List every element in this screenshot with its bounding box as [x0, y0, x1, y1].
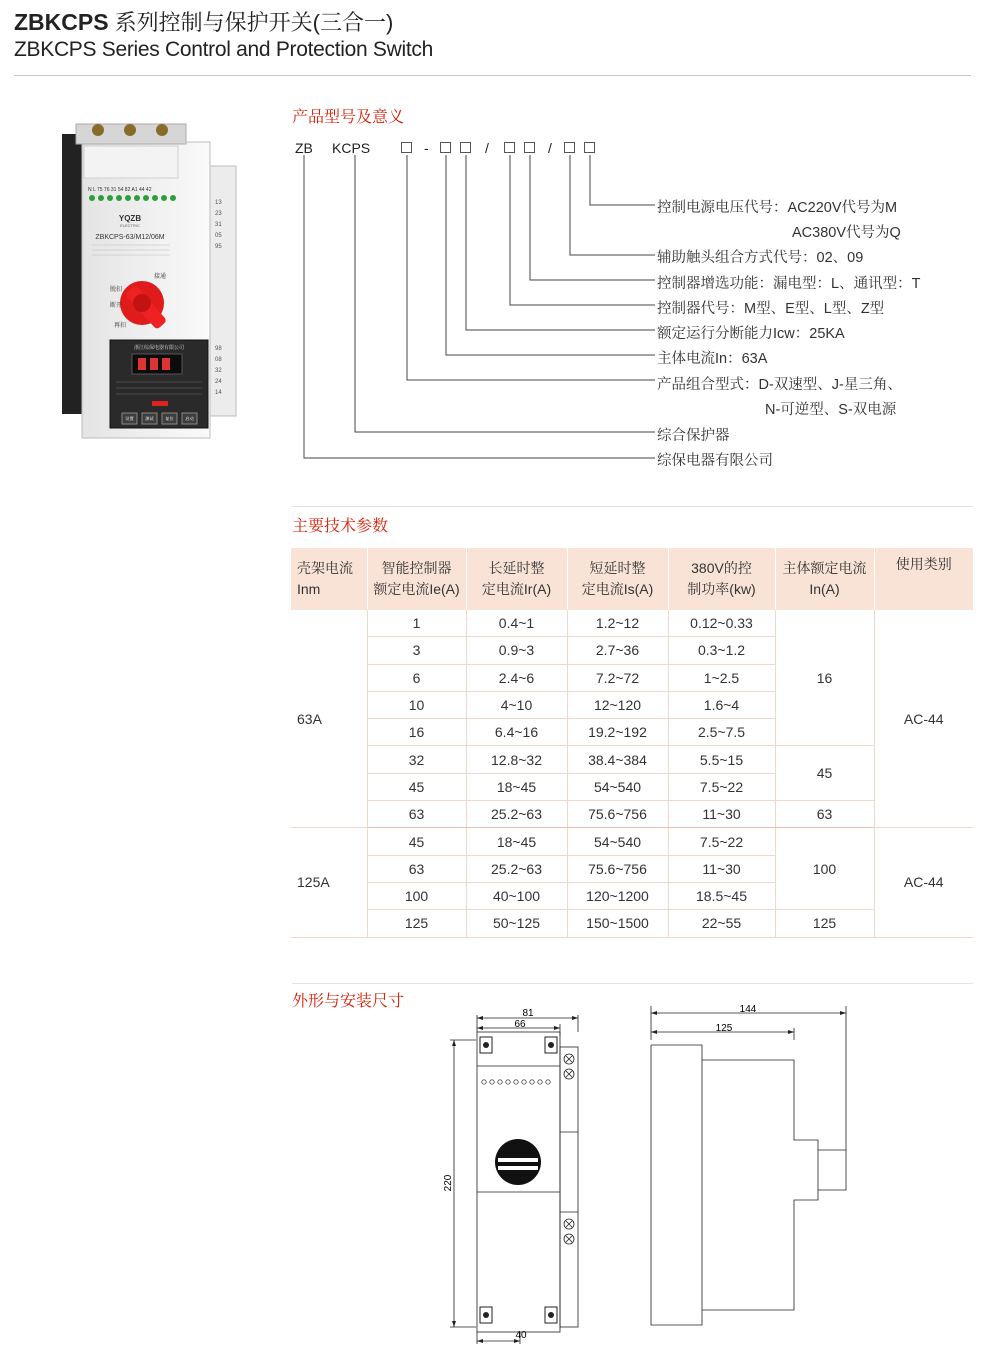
col-header-text: 壳架电流 [297, 560, 353, 576]
panel-button-label: 复位 [165, 416, 174, 421]
table-row [291, 610, 973, 637]
spec-table [291, 548, 973, 938]
terminal-dots [482, 1080, 550, 1084]
table-cell: 18~45 [466, 773, 567, 800]
leader-line [355, 155, 655, 432]
col-header-text: 主体额定电流 [782, 560, 867, 576]
table-cell: 11~30 [668, 801, 775, 828]
table-row [291, 746, 973, 773]
table-cell: 45 [367, 828, 466, 855]
dim-144: 144 [739, 1004, 757, 1015]
tech-title: 主要技术参数 [292, 518, 389, 535]
frame-cell: 125A [291, 828, 367, 937]
table-row [291, 910, 973, 937]
panel-title: 浙江综保电器有限公司 [133, 345, 185, 351]
table-row [291, 801, 973, 828]
table-cell: 125 [367, 910, 466, 937]
side-module [208, 166, 236, 416]
section-divider [292, 506, 973, 507]
in-cell: 125 [775, 910, 874, 937]
col-header-text: 定电流Is(A) [581, 581, 654, 597]
col-header [775, 548, 874, 610]
code-zb: ZB [295, 140, 313, 156]
side-label-bottom: 98 [215, 346, 222, 352]
terminal-screw [92, 124, 104, 136]
terminal-cover [84, 146, 178, 178]
table-cell: 7.2~72 [567, 664, 668, 691]
switch-label: 脱扣 [110, 287, 123, 293]
knob-icon [495, 1139, 541, 1185]
panel-button-label: 设置 [125, 416, 134, 421]
section-divider [292, 983, 973, 984]
table-cell: 7.5~22 [668, 828, 775, 855]
table-cell: 10 [367, 691, 466, 718]
page-title [14, 6, 393, 37]
table-cell: 6.4~16 [466, 719, 567, 746]
meaning-item: 辅助触头组合方式代号：02、09 [657, 250, 864, 266]
table-cell: 25.2~63 [466, 855, 567, 882]
in-cell: 63 [775, 801, 874, 828]
col-header-text: 380V的控 [691, 560, 752, 576]
table-cell: 100 [367, 882, 466, 909]
table-cell: 6 [367, 664, 466, 691]
panel-button-label: 启动 [185, 416, 194, 421]
header-divider [14, 75, 971, 76]
side-label-top: 95 [215, 244, 222, 250]
leader-line [466, 155, 655, 330]
table-cell: 1.6~4 [668, 691, 775, 718]
col-header [567, 548, 668, 610]
col-header [874, 548, 973, 610]
brand-sub: ELECTRIC [120, 223, 140, 228]
table-cell: 0.4~1 [466, 610, 567, 637]
meaning-item: 综保电器有限公司 [657, 453, 773, 469]
code-kcps: KCPS [332, 140, 371, 156]
table-cell: 40~100 [466, 882, 567, 909]
series-name: ZBKCPS [14, 9, 109, 35]
dim-125: 125 [715, 1023, 733, 1034]
terminal-screw [156, 124, 168, 136]
table-cell: 19.2~192 [567, 719, 668, 746]
switch-label: 再扣 [114, 323, 127, 329]
in-cell: 100 [775, 828, 874, 910]
table-cell: 12~120 [567, 691, 668, 718]
model-label: ZBKCPS-63/M12/06M [95, 234, 165, 241]
col-header-text: 额定电流Ie(A) [373, 581, 460, 597]
table-header-row [291, 548, 973, 610]
switch-label: 断开 [110, 303, 123, 309]
col-header [668, 548, 775, 610]
table-cell: 38.4~384 [567, 746, 668, 773]
dim-81: 81 [522, 1008, 534, 1019]
leader-line [407, 155, 655, 380]
meaning-item: 控制电源电压代号：AC220V代号为M [657, 200, 898, 216]
side-label-bottom: 14 [215, 390, 222, 396]
side-label-top: 31 [215, 222, 222, 228]
table-cell: 2.4~6 [466, 664, 567, 691]
meaning-item: 主体电流In：63A [657, 351, 768, 367]
front-view-drawing [440, 1002, 600, 1347]
dim-66: 66 [514, 1019, 526, 1030]
col-header-text: 使用类别 [895, 556, 952, 572]
meaning-item: 控制器代号：M型、E型、L型、Z型 [657, 301, 885, 317]
table-cell: 7.5~22 [668, 773, 775, 800]
page-subtitle: ZBKCPS Series Control and Protection Switch [14, 38, 433, 61]
leader-line [510, 155, 655, 305]
terminal-labels: N L 75 76 31 54 82 A1 44 42 [88, 187, 152, 193]
table-cell: 32 [367, 746, 466, 773]
col-header [466, 548, 567, 610]
leader-line [304, 155, 655, 458]
col-header [367, 548, 466, 610]
table-cell: 1~2.5 [668, 664, 775, 691]
category-cell: AC-44 [874, 828, 973, 937]
table-cell: 0.12~0.33 [668, 610, 775, 637]
in-cell: 45 [775, 746, 874, 801]
meaning-item: AC380V代号为Q [792, 225, 901, 241]
switch-label: 接通 [154, 274, 167, 280]
code-slash: / [548, 140, 552, 156]
table-cell: 18~45 [466, 828, 567, 855]
brand-logo: YQZB [118, 214, 142, 223]
table-cell: 75.6~756 [567, 801, 668, 828]
table-cell: 0.9~3 [466, 637, 567, 664]
table-cell: 45 [367, 773, 466, 800]
meaning-title: 产品型号及意义 [292, 109, 405, 126]
dim-220: 220 [443, 1174, 454, 1192]
table-cell: 12.8~32 [466, 746, 567, 773]
code-slash: / [485, 140, 489, 156]
terminal-screw [124, 124, 136, 136]
table-cell: 120~1200 [567, 882, 668, 909]
col-header-text: 长延时整 [488, 560, 545, 576]
table-cell: 2.7~36 [567, 637, 668, 664]
meaning-item: 综合保护器 [657, 428, 730, 444]
meaning-leader-lines [290, 150, 660, 470]
table-cell: 3 [367, 637, 466, 664]
side-label-top: 23 [215, 211, 222, 217]
side-label-bottom: 08 [215, 357, 222, 363]
col-header-text: 短延时整 [589, 560, 646, 576]
meaning-item: 控制器增选功能：漏电型：L、通讯型：T [657, 276, 921, 292]
table-cell: 0.3~1.2 [668, 637, 775, 664]
col-header-text: Inm [297, 581, 321, 597]
table-cell: 63 [367, 801, 466, 828]
meaning-item: 产品组合型式：D-双速型、J-星三角、 [657, 377, 902, 393]
dim-40: 40 [515, 1330, 527, 1341]
led-digits [138, 358, 170, 370]
col-header-text: 定电流Ir(A) [481, 581, 552, 597]
col-header-text: In(A) [809, 581, 840, 597]
table-cell: 1 [367, 610, 466, 637]
table-cell: 1.2~12 [567, 610, 668, 637]
col-header-text: 制功率(kw) [687, 581, 756, 597]
side-label-top: 05 [215, 233, 222, 239]
table-cell: 54~540 [567, 773, 668, 800]
table-cell: 4~10 [466, 691, 567, 718]
table-cell: 150~1500 [567, 910, 668, 937]
side-view-drawing [640, 1000, 860, 1330]
panel-indicator [152, 401, 168, 406]
table-cell: 63 [367, 855, 466, 882]
product-photo [58, 118, 248, 448]
table-cell: 54~540 [567, 828, 668, 855]
meaning-item: N-可逆型、S-双电源 [765, 402, 897, 418]
side-label-top: 13 [215, 200, 222, 206]
panel-button-label: 测试 [145, 416, 154, 421]
side-label-bottom: 24 [215, 379, 222, 385]
table-cell: 22~55 [668, 910, 775, 937]
in-cell: 16 [775, 610, 874, 746]
table-cell: 50~125 [466, 910, 567, 937]
leader-line [590, 155, 655, 205]
meaning-item: 额定运行分断能力Icw：25KA [657, 326, 845, 342]
side-label-bottom: 32 [215, 368, 222, 374]
category-cell: AC-44 [874, 610, 973, 828]
dimensions-title: 外形与安装尺寸 [292, 993, 405, 1010]
table-cell: 16 [367, 719, 466, 746]
col-header [291, 548, 367, 610]
code-dash: - [424, 140, 429, 156]
table-cell: 11~30 [668, 855, 775, 882]
table-cell: 2.5~7.5 [668, 719, 775, 746]
col-header-text: 智能控制器 [381, 560, 452, 576]
side-screw-icon [564, 1054, 574, 1244]
table-cell: 75.6~756 [567, 855, 668, 882]
frame-cell: 63A [291, 610, 367, 828]
table-row [291, 828, 973, 855]
title-cn: 系列控制与保护开关(三合一) [108, 10, 394, 35]
table-cell: 25.2~63 [466, 801, 567, 828]
table-cell: 5.5~15 [668, 746, 775, 773]
table-cell: 18.5~45 [668, 882, 775, 909]
leader-line [530, 155, 655, 280]
